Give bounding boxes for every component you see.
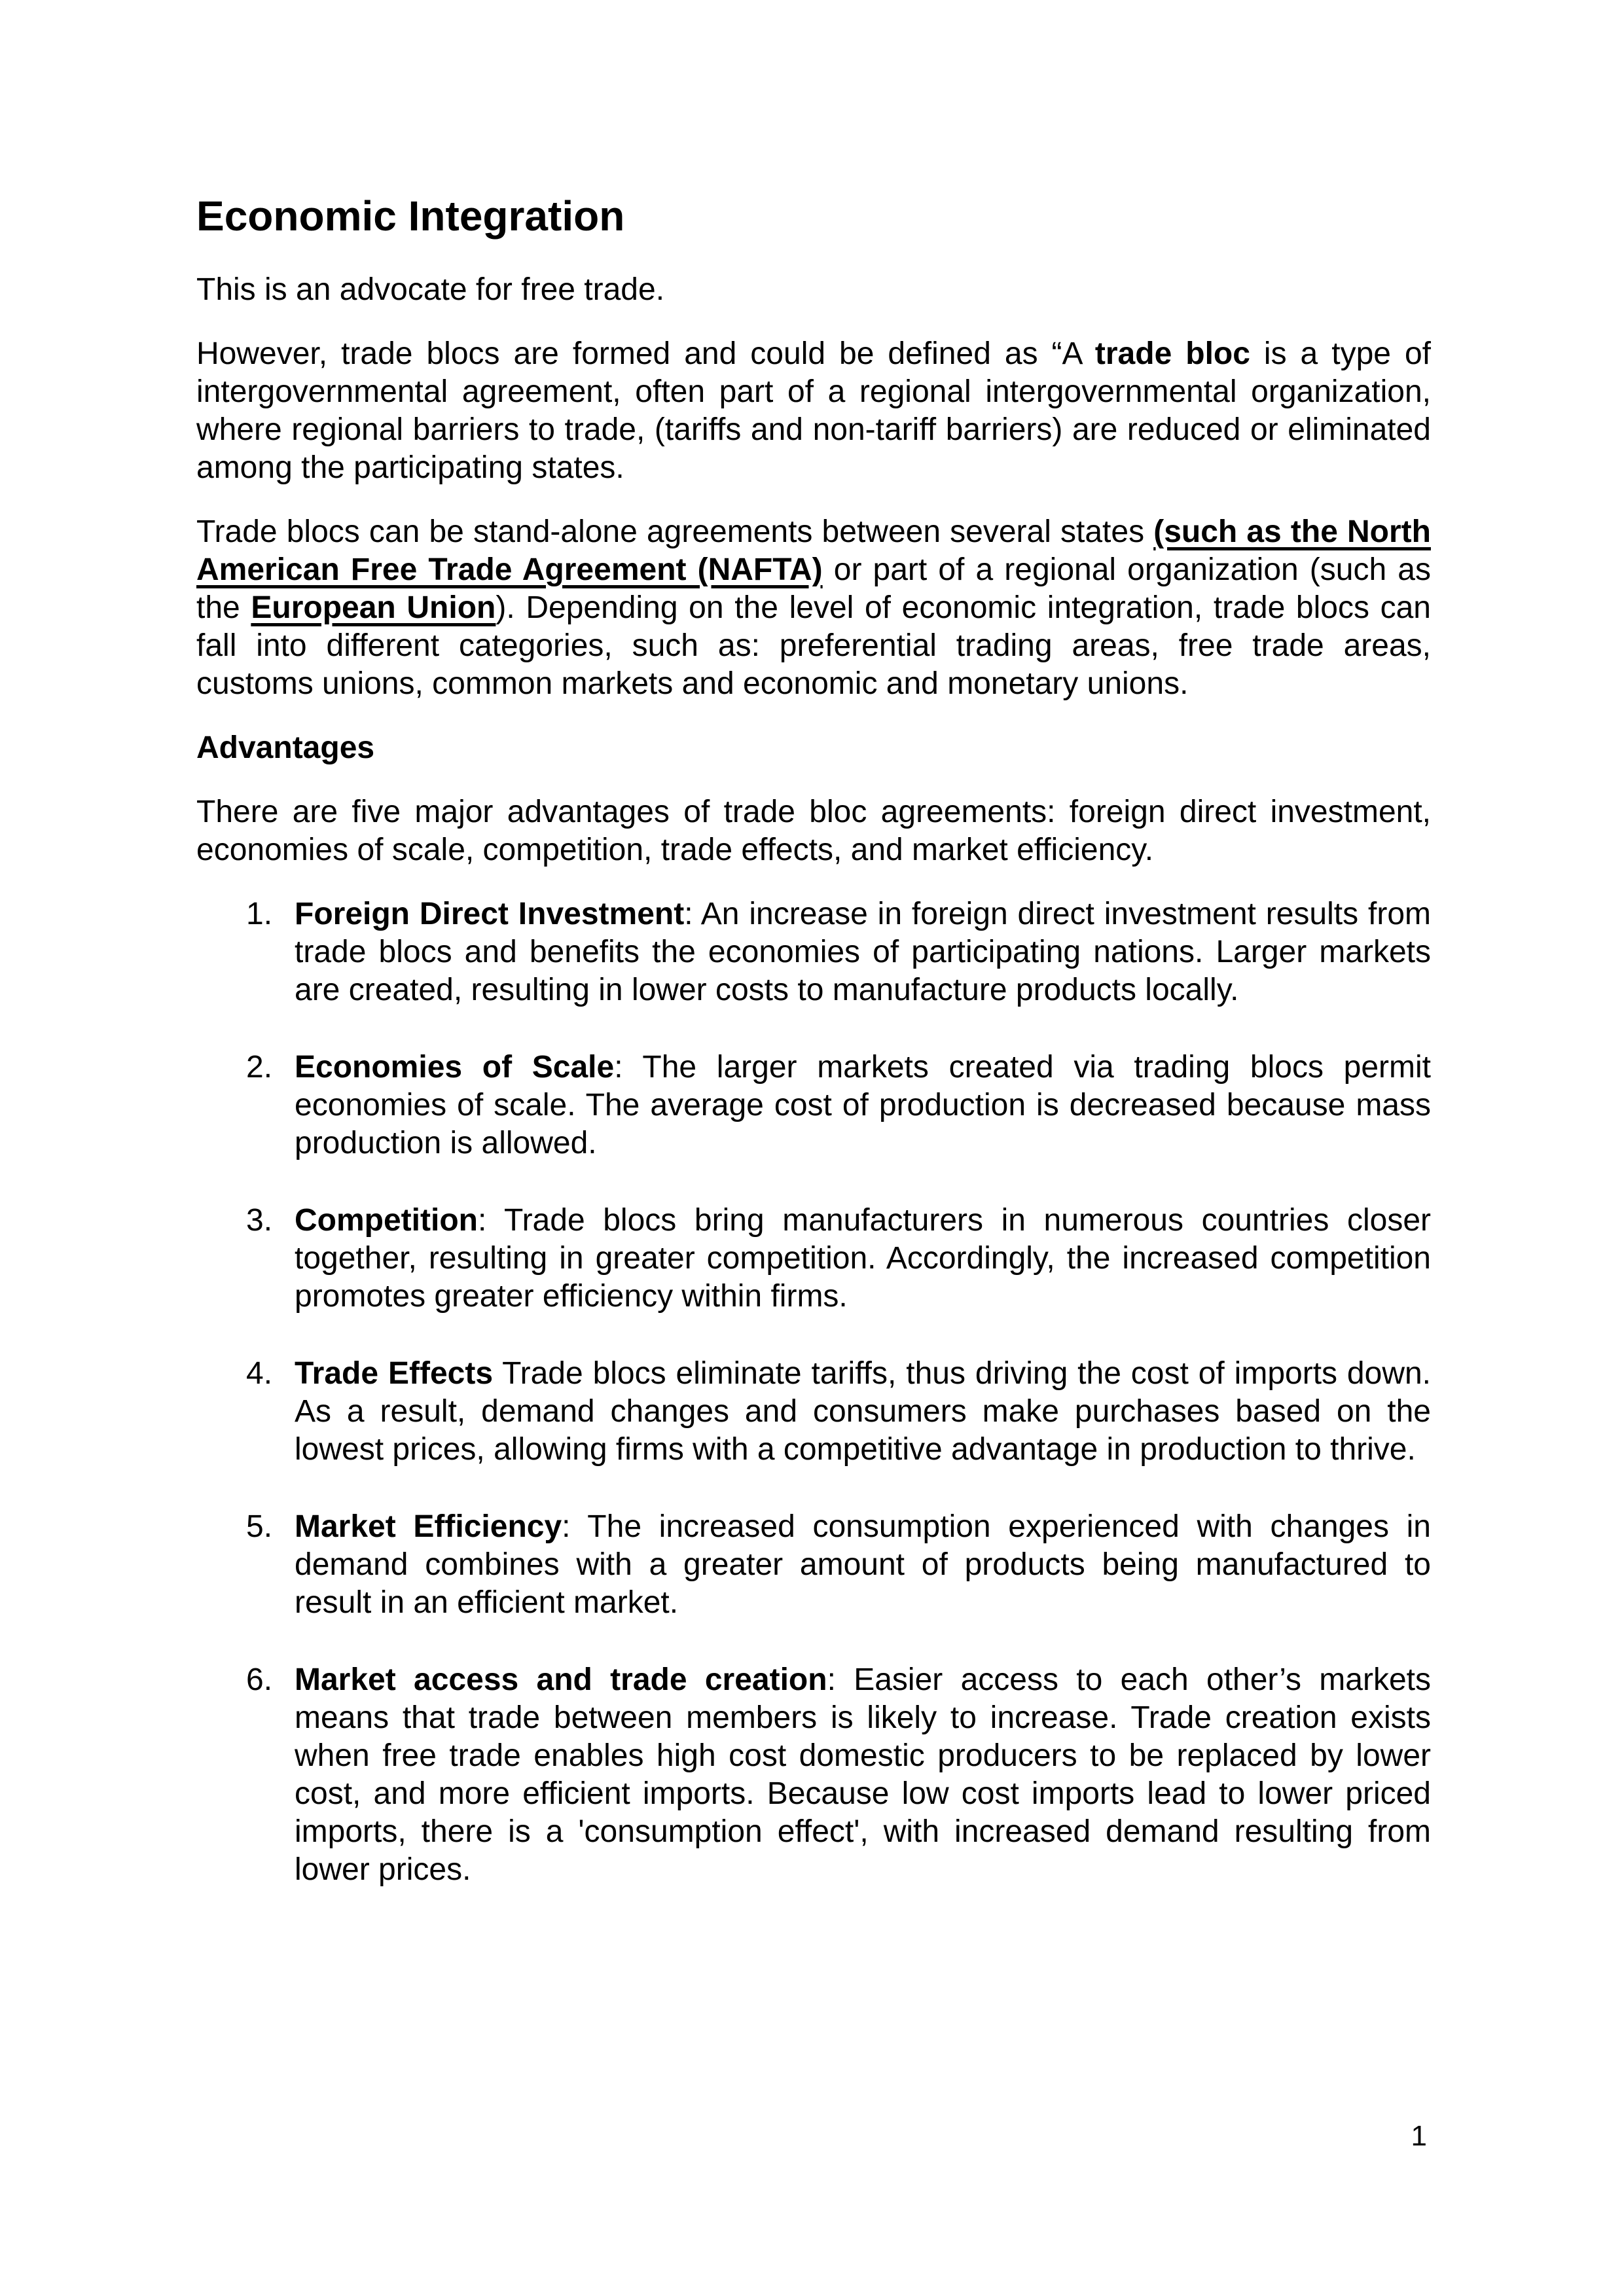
text-run: This is an advocate for free trade.: [196, 272, 665, 307]
list-item: [196, 1049, 1431, 1162]
list-item: [196, 1508, 1431, 1622]
list-item-number: 1.: [246, 897, 273, 931]
paragraph: [196, 513, 1431, 703]
text-run: or part of a regional organization (such as the: [196, 552, 1431, 625]
paragraph: [196, 335, 1431, 487]
text-run: Economies of Scale: [295, 1050, 615, 1085]
list-item: [196, 895, 1431, 1009]
document-content: [196, 191, 1431, 1928]
list-item-number: 5.: [246, 1509, 273, 1544]
page-number: 1: [1411, 2120, 1427, 2152]
text-run: is a type of intergovernmental agreement, often part of a regional intergovernmental organization, where regional barriers to trade, (tariffs and non-tariff barriers) are reduced or eliminated among the participating states.: [196, 336, 1431, 485]
list-item-number: 3.: [246, 1203, 273, 1238]
section-heading: [196, 729, 1431, 767]
text-run: : The larger markets created via trading blocs permit economies of scale. The average cost of production is decreased because mass production is allowed.: [295, 1050, 1432, 1160]
list-item-number: 4.: [246, 1356, 273, 1391]
text-run: : Trade blocs bring manufacturers in numerous countries closer together, resulting in greater competition. Accordingly, the increased competition promotes greater efficiency within firms.: [295, 1203, 1431, 1314]
paragraph: [196, 793, 1431, 869]
text-run: Competition: [295, 1203, 478, 1238]
list-item: [196, 1202, 1431, 1316]
text-run: Trade blocs eliminate tariffs, thus driving the cost of imports down. As a result, demand changes and consumers make purchases based on the lowest prices, allowing firms with a competitive advantage in production to thrive.: [295, 1356, 1432, 1467]
text-run: Trade Effects: [295, 1356, 494, 1391]
paragraph: [196, 271, 1431, 309]
text-run: trade bloc: [1094, 336, 1250, 371]
text-run: European Union: [251, 590, 496, 625]
text-run: : An increase in foreign direct investment results from trade blocs and benefits the economies of participating nations. Larger markets are created, resulting in lower costs to manufacture products locally.: [295, 897, 1431, 1007]
document-title: Economic Integration: [196, 192, 625, 240]
text-run: Market access and trade creation: [295, 1662, 827, 1697]
text-run: There are five major advantages of trade bloc agreements: foreign direct investment, economies of scale, competition, trade effects, and market efficiency.: [196, 795, 1431, 867]
list-item-number: 6.: [246, 1662, 273, 1697]
list-item-number: 2.: [246, 1050, 273, 1085]
list-item: [196, 1355, 1431, 1469]
text-run: (such as the North American Free Trade Agreement (NAFTA): [196, 514, 1431, 587]
text-run: Trade blocs can be stand-alone agreements between several states: [196, 514, 1154, 549]
document-body: [196, 271, 1431, 1889]
text-run: ). Depending on the level of economic integration, trade blocs can fall into different categories, such as: preferential trading areas, free trade areas, customs unions, common markets and economic and monetary unions.: [196, 590, 1431, 701]
text-run: However, trade blocs are formed and could be defined as “A: [196, 336, 1095, 371]
text-run: : The increased consumption experienced with changes in demand combines with a greater amount of products being manufactured to result in an efficient market.: [295, 1509, 1432, 1620]
text-run: : Easier access to each other’s markets means that trade between members is likely to increase. Trade creation exists when free trade enables high cost domestic producers to be replaced by lower cost, and more efficient imports. Because low cost imports lead to lower priced imports, there is a 'consumption effect', with increased demand resulting from lower prices.: [295, 1662, 1432, 1887]
text-run: Foreign Direct Investment: [295, 897, 685, 931]
list-item: [196, 1661, 1431, 1889]
text-run: Market Efficiency: [295, 1509, 562, 1544]
text-run: Advantages: [196, 730, 375, 765]
